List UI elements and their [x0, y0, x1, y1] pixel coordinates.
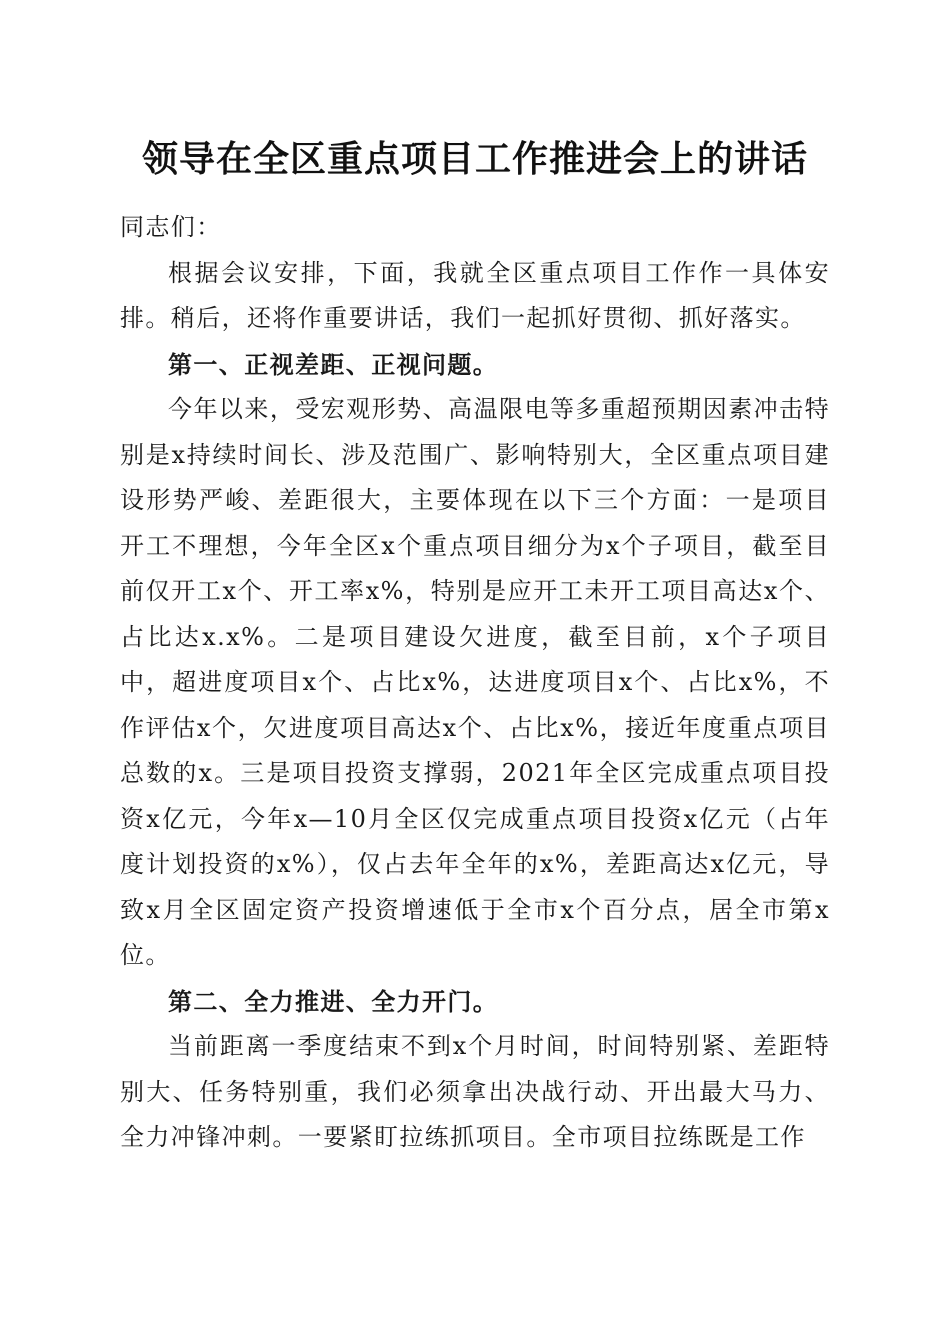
salutation: 同志们： [120, 213, 222, 241]
paragraph-intro: 根据会议安排，下面，我就全区重点项目工作作一具体安排。稍后，还将作重要讲话，我们一起抓好贯彻、抓好落实。 [120, 258, 830, 332]
section-heading-2: 第二、全力推进、全力开门。 [168, 986, 499, 1016]
paragraph-push: 当前距离一季度结束不到x个月时间，时间特别紧、差距特别大、任务特别重，我们必须拿出决战行动、开出最大马力、全力冲锋冲刺。一要紧盯拉练抓项目。全市项目拉练既是工作 [120, 1032, 830, 1151]
document-body [120, 205, 830, 1161]
document-title: 领导在全区重点项目工作推进会上的讲话 [141, 138, 808, 180]
paragraph-problems: 今年以来，受宏观形势、高温限电等多重超预期因素冲击特别是x持续时间长、涉及范围广、影响特别大，全区重点项目建设形势严峻、差距很大，主要体现在以下三个方面：一是项目开工不理想，今年全区x个重点项目细分为x个子项目，截至目前仅开工x个、开工率x%，特别是应开工未开工项目高达x个、占比达x.x%。二是项目建设欠进度，截至目前，x个子项目中，超进度项目x个、占比x%，达进度项目x个、占比x%，不作评估x个，欠进度项目高达x个、占比x%，接近年度重点项目总数的x。三是项目投资支撑弱，2021年全区完成重点项目投资x亿元，今年x—10月全区仅完成重点项目投资x亿元（占年度计划投资的x%），仅占去年全年的x%，差距高达x亿元，导致x月全区固定资产投资增速低于全市x个百分点，居全市第x位。 [120, 395, 830, 969]
section-heading-1: 第一、正视差距、正视问题。 [168, 349, 499, 379]
